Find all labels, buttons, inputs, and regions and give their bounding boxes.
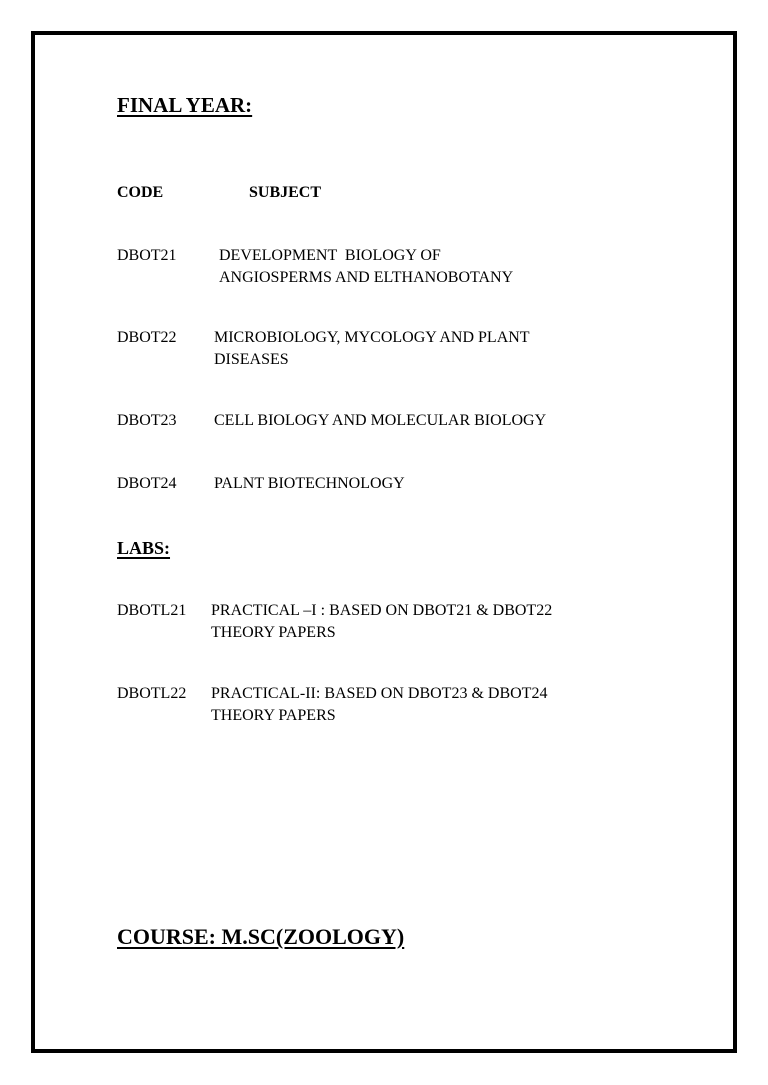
lab-code: DBOTL21 [117,602,187,619]
subject-code: DBOT24 [117,475,177,492]
lab-title [211,600,631,644]
subject-title-line: ANGIOSPERMS AND ELTHANOBOTANY [219,269,514,286]
lab-title-line: PRACTICAL –I : BASED ON DBOT21 & DBOT22 [211,602,553,619]
subject-code: DBOT23 [117,412,177,429]
labs-heading: LABS: [117,538,171,558]
lab-title [211,683,631,727]
lab-code: DBOTL22 [117,685,187,702]
subject-title [219,245,619,289]
subject-title-line: PALNT BIOTECHNOLOGY [214,475,405,492]
course-heading: COURSE: M.SC(ZOOLOGY) [117,924,405,949]
subject-title [214,327,594,371]
subject-code: DBOT21 [117,247,177,264]
subject-title [214,473,614,495]
subject-title-line: DISEASES [214,351,289,368]
code-column-header: CODE [117,184,164,201]
subject-title-line: CELL BIOLOGY AND MOLECULAR BIOLOGY [214,412,547,429]
lab-title-line: THEORY PAPERS [211,624,336,641]
subject-title-line: DEVELOPMENT BIOLOGY OF [219,247,441,264]
lab-title-line: THEORY PAPERS [211,707,336,724]
subject-title-line: MICROBIOLOGY, MYCOLOGY AND PLANT [214,329,530,346]
lab-title-line: PRACTICAL-II: BASED ON DBOT23 & DBOT24 [211,685,548,702]
subject-title [214,410,614,432]
final-year-heading: FINAL YEAR: [117,93,253,117]
subject-column-header: SUBJECT [249,184,322,201]
subject-code: DBOT22 [117,329,177,346]
